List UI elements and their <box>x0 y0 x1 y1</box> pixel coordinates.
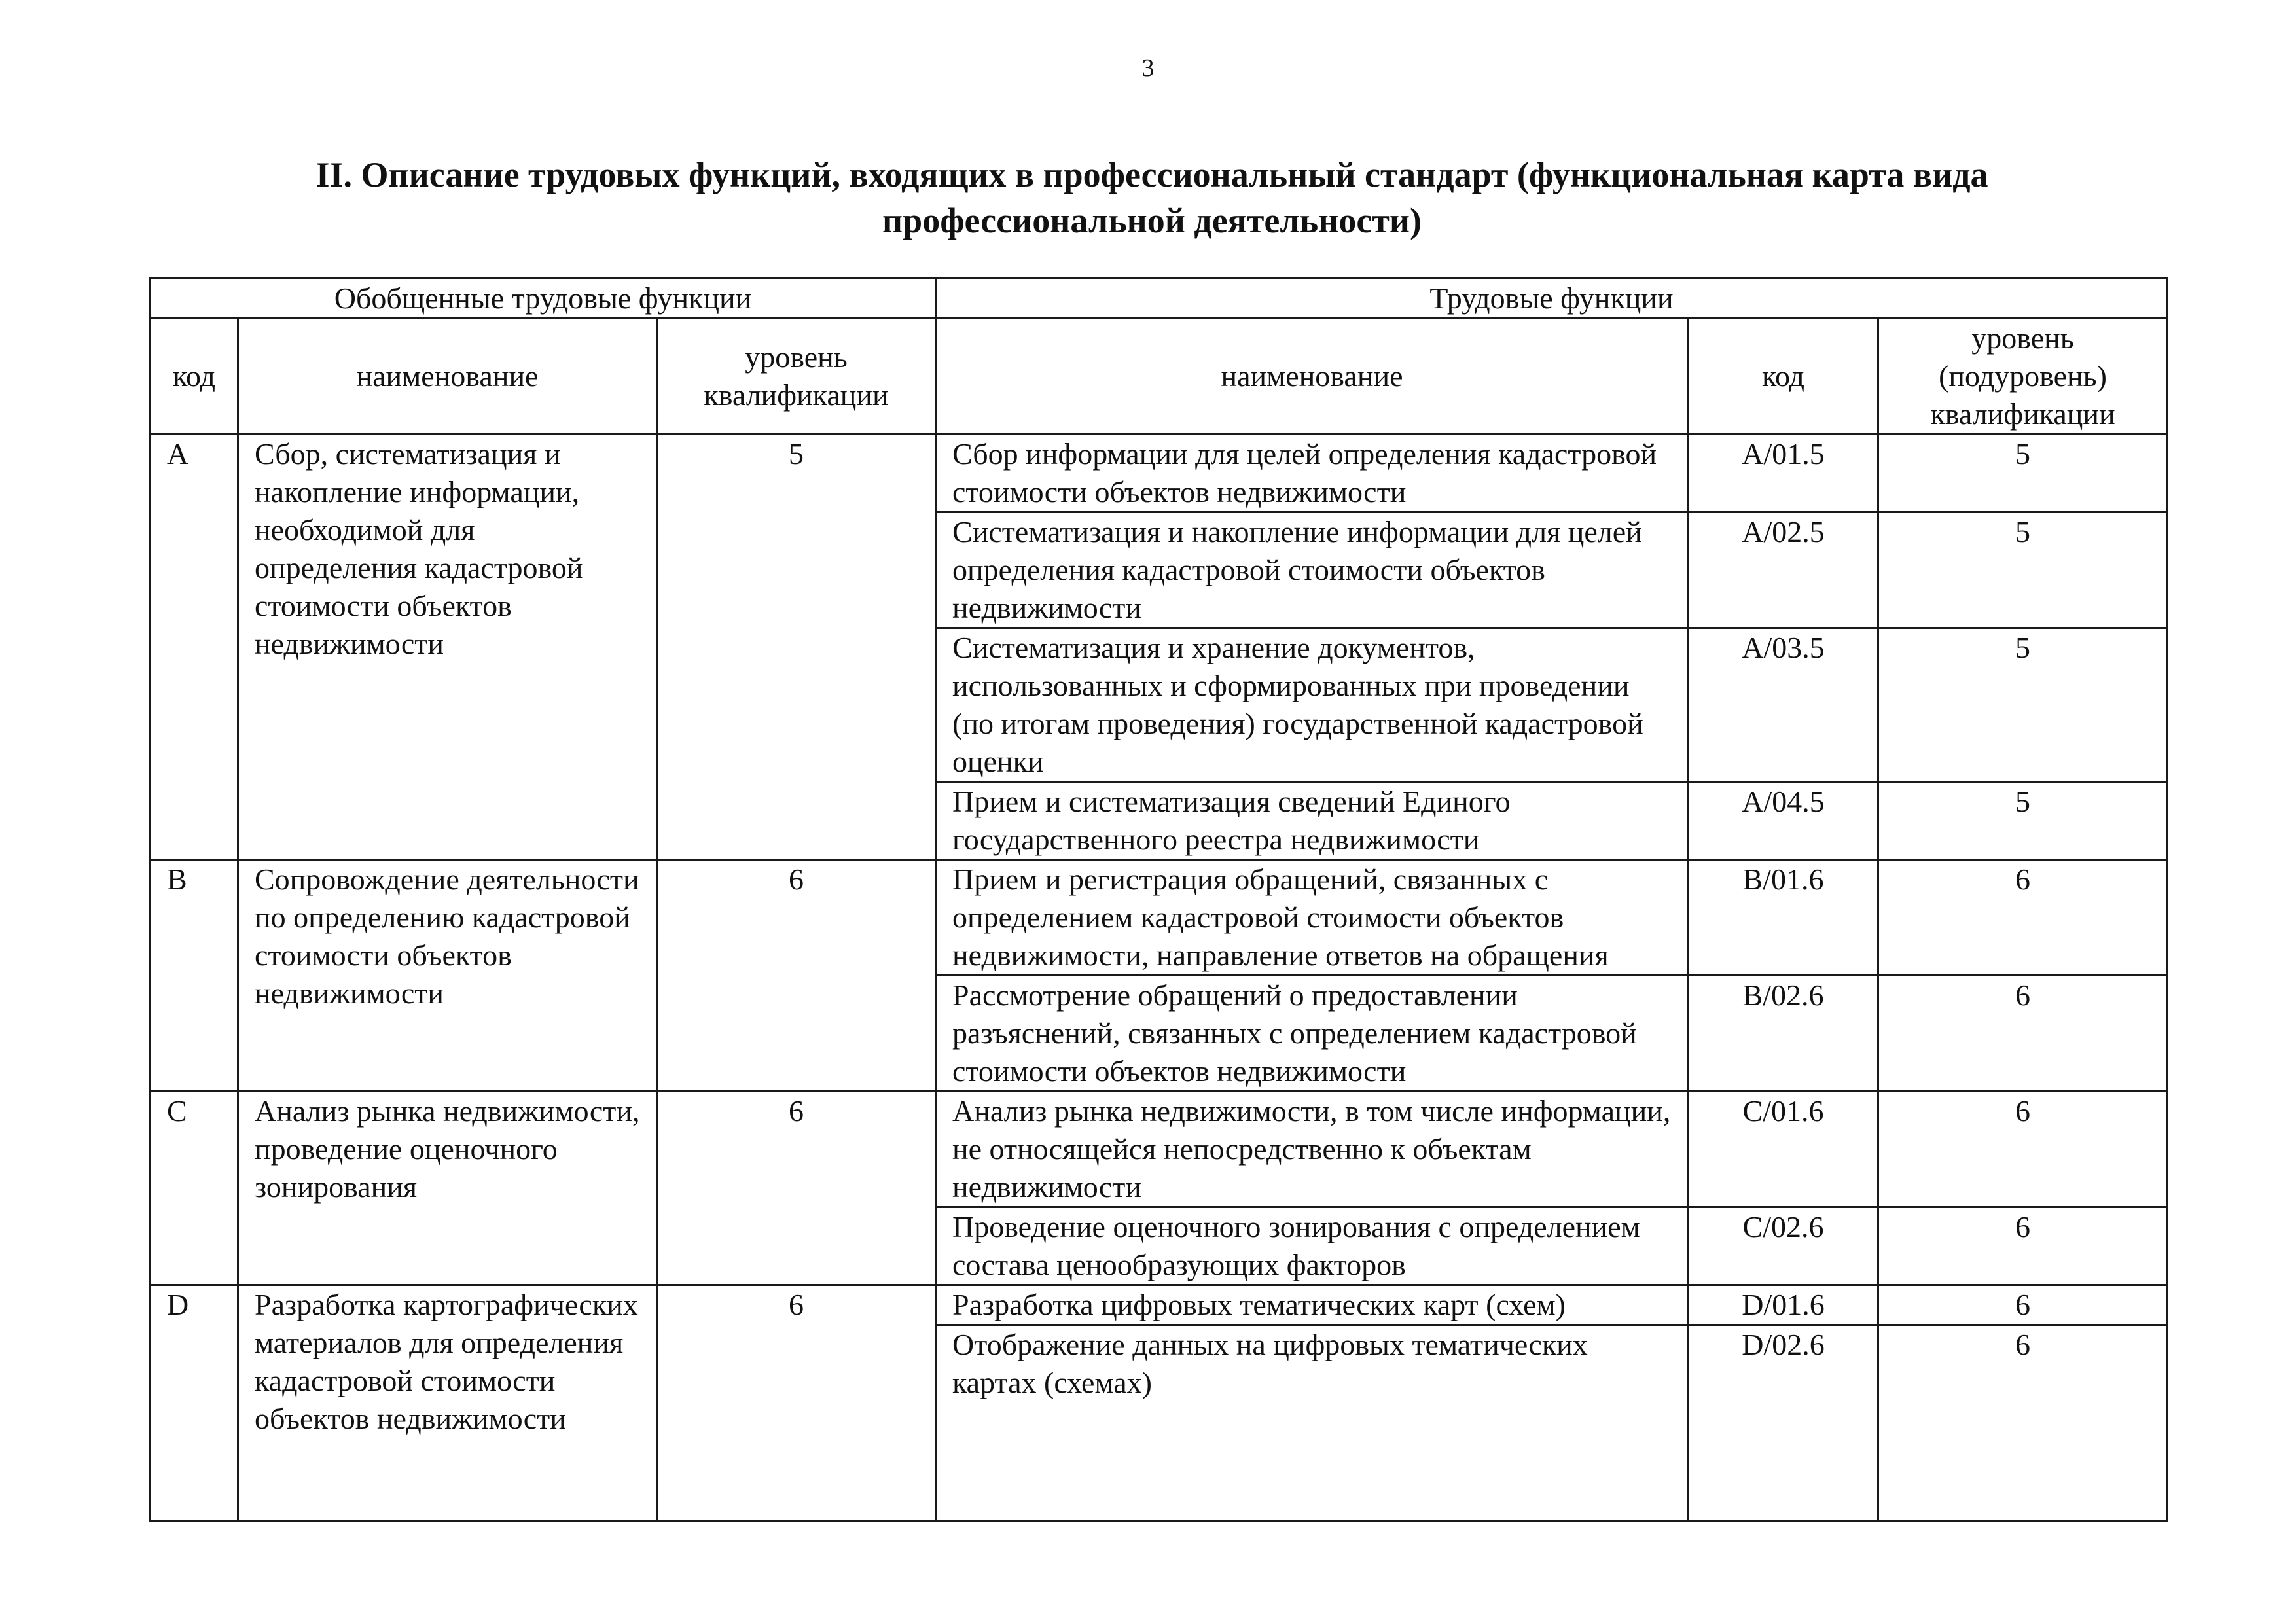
group-code: B <box>151 860 238 1092</box>
group-name: Анализ рынка недвижимости, проведение оценочного зонирования <box>238 1092 657 1285</box>
function-name: Сбор информации для целей определения кадастровой стоимости объектов недвижимости <box>936 435 1689 512</box>
function-code: A/01.5 <box>1689 435 1878 512</box>
function-level: 5 <box>1878 512 2168 628</box>
header-generalized-functions: Обобщенные трудовые функции <box>151 279 936 319</box>
table-row <box>151 435 2168 512</box>
group-name: Сбор, систематизация и накопление информации, необходимой для определения кадастровой стоимости объектов недвижимости <box>238 435 657 860</box>
function-code: B/02.6 <box>1689 976 1878 1092</box>
group-name: Сопровождение деятельности по определению кадастровой стоимости объектов недвижимости <box>238 860 657 1092</box>
function-code: D/02.6 <box>1689 1325 1878 1522</box>
function-level: 6 <box>1878 860 2168 976</box>
group-level: 6 <box>657 1092 936 1285</box>
group-name: Разработка картографических материалов для определения кадастровой стоимости объектов недвижимости <box>238 1285 657 1522</box>
function-level: 5 <box>1878 782 2168 860</box>
header-name: наименование <box>238 319 657 435</box>
page-number: 3 <box>1141 54 1155 82</box>
group-code: D <box>151 1285 238 1522</box>
group-level: 6 <box>657 1285 936 1522</box>
function-name: Разработка цифровых тематических карт (схем) <box>936 1285 1689 1325</box>
function-level: 6 <box>1878 1325 2168 1522</box>
table-row <box>151 1285 2168 1325</box>
function-code: B/01.6 <box>1689 860 1878 976</box>
function-name: Рассмотрение обращений о предоставлении разъяснений, связанных с определением кадастровой стоимости объектов недвижимости <box>936 976 1689 1092</box>
header-labor-code: код <box>1689 319 1878 435</box>
group-code: A <box>151 435 238 860</box>
function-code: C/02.6 <box>1689 1207 1878 1285</box>
function-code: A/02.5 <box>1689 512 1878 628</box>
function-level: 6 <box>1878 1285 2168 1325</box>
function-name: Проведение оценочного зонирования с определением состава ценообразующих факторов <box>936 1207 1689 1285</box>
group-level: 5 <box>657 435 936 860</box>
header-code: код <box>151 319 238 435</box>
function-level: 5 <box>1878 435 2168 512</box>
function-name: Отображение данных на цифровых тематических картах (схемах) <box>936 1325 1689 1522</box>
function-name: Анализ рынка недвижимости, в том числе информации, не относящейся непосредственно к объектам недвижимости <box>936 1092 1689 1207</box>
function-level: 6 <box>1878 976 2168 1092</box>
function-name: Систематизация и накопление информации для целей определения кадастровой стоимости объектов недвижимости <box>936 512 1689 628</box>
function-code: C/01.6 <box>1689 1092 1878 1207</box>
table-row <box>151 1092 2168 1207</box>
function-code: D/01.6 <box>1689 1285 1878 1325</box>
function-code: A/03.5 <box>1689 628 1878 782</box>
function-name: Прием и систематизация сведений Единого государственного реестра недвижимости <box>936 782 1689 860</box>
function-level: 6 <box>1878 1092 2168 1207</box>
functional-map-table <box>149 277 2168 1522</box>
function-code: A/04.5 <box>1689 782 1878 860</box>
function-level: 6 <box>1878 1207 2168 1285</box>
header-labor-level: уровень (подуровень) квалификации <box>1878 319 2168 435</box>
function-name: Прием и регистрация обращений, связанных с определением кадастровой стоимости объектов недвижимости, направление ответов на обращения <box>936 860 1689 976</box>
header-labor-functions: Трудовые функции <box>936 279 2168 319</box>
table-row <box>151 860 2168 976</box>
function-level: 5 <box>1878 628 2168 782</box>
section-title: II. Описание трудовых функций, входящих в профессиональный стандарт (функциональная карта вида профессиональной деятельности) <box>315 155 1988 240</box>
group-level: 6 <box>657 860 936 1092</box>
group-code: C <box>151 1092 238 1285</box>
header-level: уровень квалификации <box>657 319 936 435</box>
header-labor-name: наименование <box>936 319 1689 435</box>
function-name: Систематизация и хранение документов, использованных и сформированных при проведении (по итогам проведения) государственной кадастровой оценки <box>936 628 1689 782</box>
